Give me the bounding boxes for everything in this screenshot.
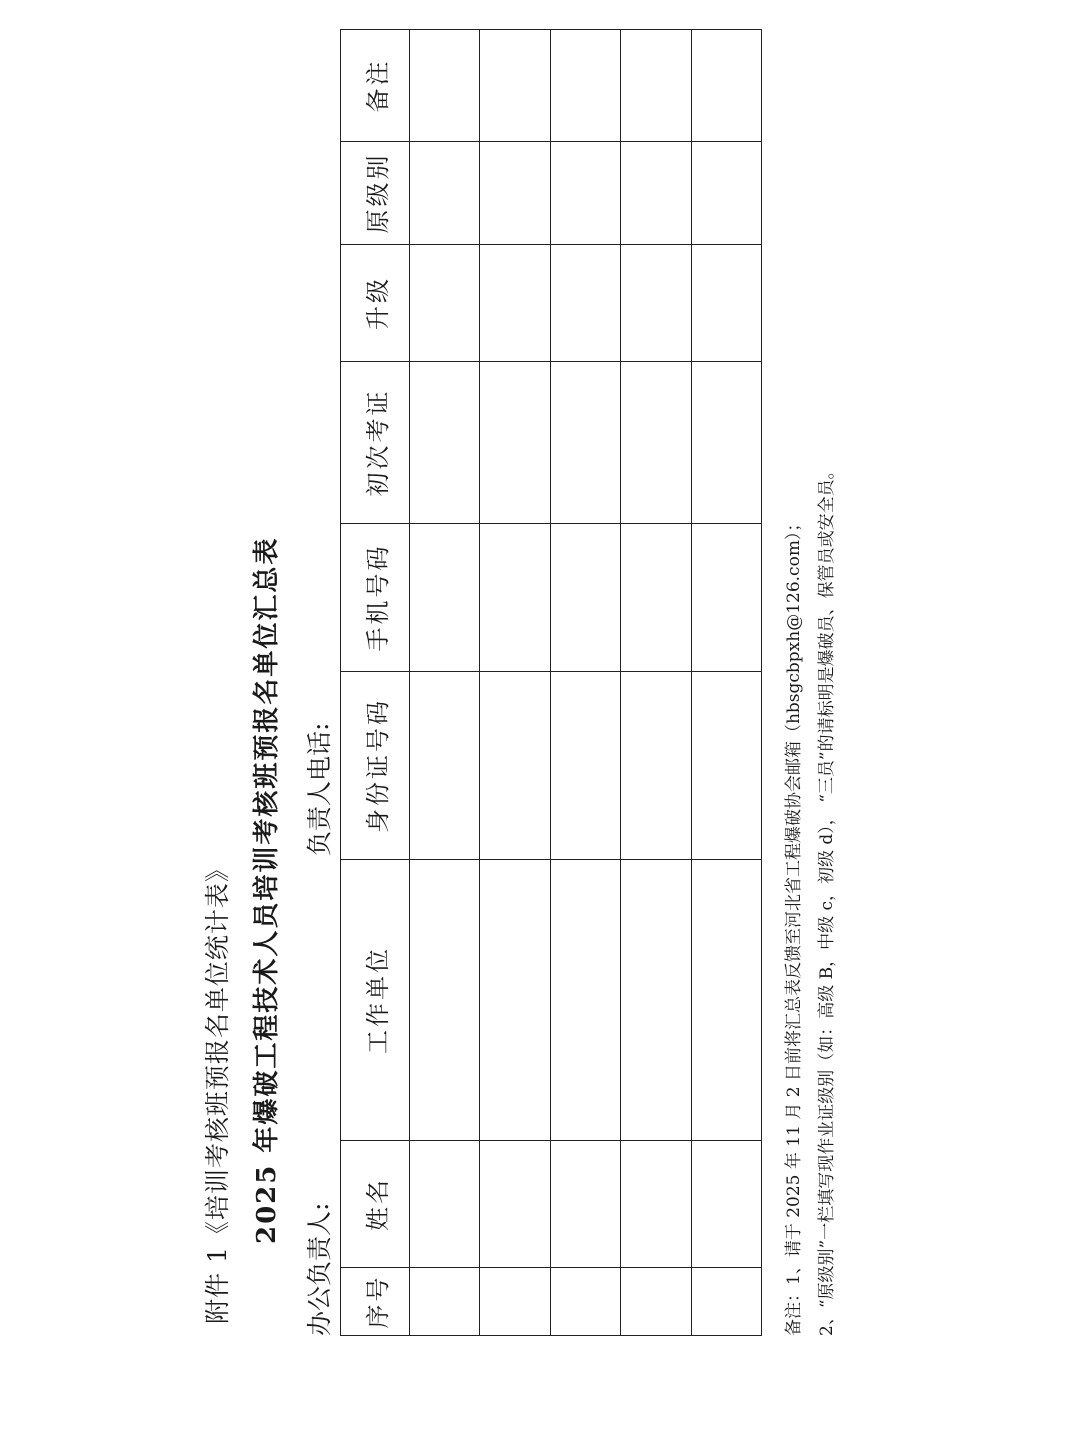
table-cell [480,30,550,142]
table-cell [480,1141,550,1268]
column-header-phone: 手机号码 [341,524,410,672]
table-cell [480,362,550,524]
table-cell [621,1141,691,1268]
table-cell [691,362,761,524]
table-cell [691,1141,761,1268]
table-cell [410,245,480,362]
column-header-original-level: 原级别 [341,142,410,245]
table-cell [550,1141,620,1268]
table-header-row [341,30,410,1336]
table-cell [550,142,620,245]
table-cell [691,142,761,245]
note-line: 2、“原级别”一栏填写现作业证级别（如：高级 B，中级 c，初级 d）， “三员”的请标明是爆破员、保管员或安全员。 [817,462,837,1336]
table-cell [621,362,691,524]
table-cell [480,142,550,245]
page-title: 2025 年爆破工程技术人员培训考核班预报名单位汇总表 [252,536,282,1244]
column-header-remarks: 备注 [341,30,410,142]
table-cell [480,245,550,362]
leader-phone-label: 负责人电话: [305,722,334,856]
table-cell [410,524,480,672]
table-cell [480,1268,550,1336]
table-row [621,30,691,1336]
table-cell [621,245,691,362]
notes-section [778,462,844,1336]
column-header-id-number: 身份证号码 [341,672,410,860]
table-cell [621,860,691,1141]
column-header-first-exam: 初次考证 [341,362,410,524]
table-row [550,30,620,1336]
table-cell [621,30,691,142]
table-cell [550,1268,620,1336]
table-cell [410,860,480,1141]
table-cell [550,245,620,362]
table-cell [410,672,480,860]
table-row [480,30,550,1336]
table-cell [691,524,761,672]
table-cell [621,524,691,672]
table-cell [691,30,761,142]
table-cell [480,860,550,1141]
office-leader-label: 办公负责人: [305,1202,334,1336]
table-row [410,30,480,1336]
column-header-upgrade: 升级 [341,245,410,362]
column-header-index: 序号 [341,1268,410,1336]
table-cell [621,142,691,245]
table-cell [410,30,480,142]
column-header-name: 姓名 [341,1141,410,1268]
note-line: 备注：1、请于 2025 年 11 月 2 日前将汇总表反馈至河北省工程爆破协会邮箱（hbsgcbpxh@126.com）； [784,514,804,1336]
summary-table [340,29,762,1336]
table-body [410,30,762,1336]
table-cell [691,860,761,1141]
table-cell [691,672,761,860]
table-cell [410,142,480,245]
table-cell [691,245,761,362]
table-cell [550,362,620,524]
table-cell [480,672,550,860]
table-cell [550,30,620,142]
table-cell [410,1268,480,1336]
column-header-employer: 工作单位 [341,860,410,1141]
table-cell [410,1141,480,1268]
table-cell [621,672,691,860]
table-cell [621,1268,691,1336]
table-cell [550,672,620,860]
table-row [691,30,761,1336]
table-cell [480,524,550,672]
table-cell [691,1268,761,1336]
table-cell [550,524,620,672]
table-cell [550,860,620,1141]
table-cell [410,362,480,524]
attachment-label: 附件 1《培训考核班预报名单位统计表》 [203,856,232,1324]
